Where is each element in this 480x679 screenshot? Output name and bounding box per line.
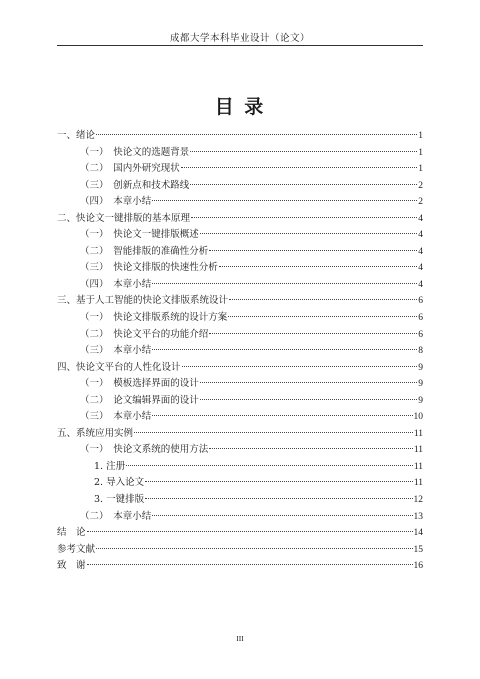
toc-page-number: 10 (413, 412, 423, 423)
toc-entry-acknowledgements[interactable] (57, 558, 423, 575)
toc-page-number: 13 (413, 511, 423, 522)
toc-entry-2-2[interactable] (57, 244, 423, 261)
toc-entry-text: （三） 本章小结 (80, 345, 152, 357)
toc-entry-2-1[interactable] (57, 227, 423, 244)
dot-leader (87, 564, 413, 565)
toc-entry-1-1[interactable] (57, 145, 423, 162)
toc-page-number: 1 (418, 147, 423, 158)
toc-entry-text: （一） 快论文系统的使用方法 (80, 444, 209, 456)
toc-page-number: 4 (418, 279, 423, 290)
dot-leader (209, 250, 417, 251)
toc-entry-3-1[interactable] (57, 310, 423, 327)
dot-leader (145, 481, 413, 482)
page-number: III (236, 634, 244, 643)
toc-entry-5-1-1[interactable] (57, 459, 423, 476)
toc-entry-text: 1. 注册 (94, 460, 126, 472)
toc-page-number: 1 (418, 164, 423, 175)
toc-entry-5-1-2[interactable] (57, 475, 423, 492)
toc-entry-text: 2. 导入论文 (94, 477, 145, 489)
toc-entry-text: （一） 快论文一键排版概述 (80, 229, 199, 241)
toc-entry-text: （四） 本章小结 (80, 196, 152, 208)
toc-page-number: 4 (418, 230, 423, 241)
dot-leader (96, 548, 412, 549)
toc-page-number: 1 (418, 131, 423, 141)
toc-entry-2-3[interactable] (57, 260, 423, 277)
toc-page-number: 6 (418, 329, 423, 340)
toc-page-number: 11 (413, 445, 423, 456)
dot-leader (152, 283, 417, 284)
dot-leader (209, 333, 417, 334)
dot-leader (126, 465, 413, 466)
dot-leader (200, 382, 417, 383)
toc-entry-text: 结 论 (57, 527, 86, 539)
toc-title: 目 录 (214, 96, 266, 118)
toc-entry-text: 一、绪论 (57, 130, 96, 141)
dot-leader (152, 349, 417, 350)
toc-page-number: 8 (418, 346, 423, 357)
toc-page-number: 2 (418, 197, 423, 208)
toc-entry-chapter-1[interactable] (57, 128, 423, 145)
toc-page-number: 2 (418, 180, 423, 191)
toc-entry-text: 五、系统应用实例 (57, 427, 134, 439)
toc-page-number: 11 (413, 428, 423, 439)
dot-leader (145, 498, 412, 499)
toc-page-number: 14 (413, 528, 423, 539)
toc-entry-text: 三、基于人工智能的快论文排版系统设计 (57, 295, 229, 307)
toc-entry-text: （三） 本章小结 (80, 411, 152, 423)
dot-leader (190, 184, 417, 185)
toc-entry-text: （二） 论文编辑界面的设计 (80, 394, 199, 406)
toc-entry-5-1-3[interactable] (57, 492, 423, 509)
toc-entry-text: （一） 快论文的选题背景 (80, 146, 190, 158)
toc-page-number: 6 (418, 313, 423, 324)
toc-entry-4-3[interactable] (57, 409, 423, 426)
toc-entry-text: 四、快论文平台的人性化设计 (57, 361, 181, 373)
dot-leader (228, 316, 417, 317)
toc-entry-5-2[interactable] (57, 509, 423, 526)
toc-entry-chapter-2[interactable] (57, 211, 423, 228)
toc-page-number: 4 (418, 213, 423, 224)
toc-entry-text: 致 谢 (57, 560, 86, 572)
toc-entry-text: 参考文献 (57, 543, 96, 555)
toc-entry-4-2[interactable] (57, 393, 423, 410)
dot-leader (209, 448, 413, 449)
toc-page-number: 16 (413, 561, 423, 572)
toc-entry-text: （一） 模板选择界面的设计 (80, 378, 199, 390)
toc-entry-text: （三） 创新点和技术路线 (80, 179, 190, 191)
dot-leader (152, 515, 412, 516)
dot-leader (182, 366, 418, 367)
toc-entry-1-2[interactable] (57, 161, 423, 178)
dot-leader (96, 134, 417, 135)
header-divider (57, 45, 423, 46)
toc-entry-conclusion[interactable] (57, 525, 423, 542)
toc-page-number: 4 (418, 246, 423, 257)
toc-entry-text: （四） 本章小结 (80, 278, 152, 290)
toc-entry-1-3[interactable] (57, 178, 423, 195)
toc-entry-chapter-5[interactable] (57, 426, 423, 443)
page-header: 成都大学本科毕业设计（论文） (169, 33, 310, 44)
toc-page-number: 12 (413, 495, 423, 506)
dot-leader (134, 432, 413, 433)
dot-leader (200, 233, 417, 234)
toc-page-number: 11 (413, 461, 423, 472)
toc-entry-5-1[interactable] (57, 442, 423, 459)
toc-entry-text: 3. 一键排版 (94, 494, 145, 506)
dot-leader (152, 200, 417, 201)
toc-page-number: 15 (413, 544, 423, 555)
toc-entry-text: （二） 本章小结 (80, 510, 152, 522)
toc-page-number: 9 (418, 362, 423, 373)
toc-entry-chapter-3[interactable] (57, 293, 423, 310)
dot-leader (229, 299, 417, 300)
dot-leader (219, 266, 417, 267)
dot-leader (87, 531, 413, 532)
toc-entry-references[interactable] (57, 542, 423, 559)
toc-entry-1-4[interactable] (57, 194, 423, 211)
dot-leader (190, 151, 417, 152)
toc-page-number: 9 (418, 395, 423, 406)
dot-leader (181, 167, 417, 168)
toc-page-number: 6 (418, 296, 423, 307)
toc-entry-chapter-4[interactable] (57, 360, 423, 377)
toc-page-number: 4 (418, 263, 423, 274)
toc-page-number: 9 (418, 379, 423, 390)
toc-entry-text: 二、快论文一键排版的基本原理 (57, 212, 191, 224)
toc-entry-text: （三） 快论文排版的快速性分析 (80, 262, 218, 274)
dot-leader (152, 415, 412, 416)
toc-entry-text: （二） 智能排版的准确性分析 (80, 245, 209, 257)
table-of-contents (57, 128, 423, 575)
toc-page-number: 11 (413, 478, 423, 489)
toc-entry-text: （二） 国内外研究现状 (80, 163, 180, 175)
dot-leader (200, 399, 417, 400)
toc-entry-3-3[interactable] (57, 343, 423, 360)
toc-entry-text: （一） 快论文排版系统的设计方案 (80, 312, 228, 324)
toc-entry-text: （二） 快论文平台的功能介绍 (80, 328, 209, 340)
toc-entry-3-2[interactable] (57, 327, 423, 344)
toc-entry-4-1[interactable] (57, 376, 423, 393)
dot-leader (191, 217, 417, 218)
toc-entry-2-4[interactable] (57, 277, 423, 294)
